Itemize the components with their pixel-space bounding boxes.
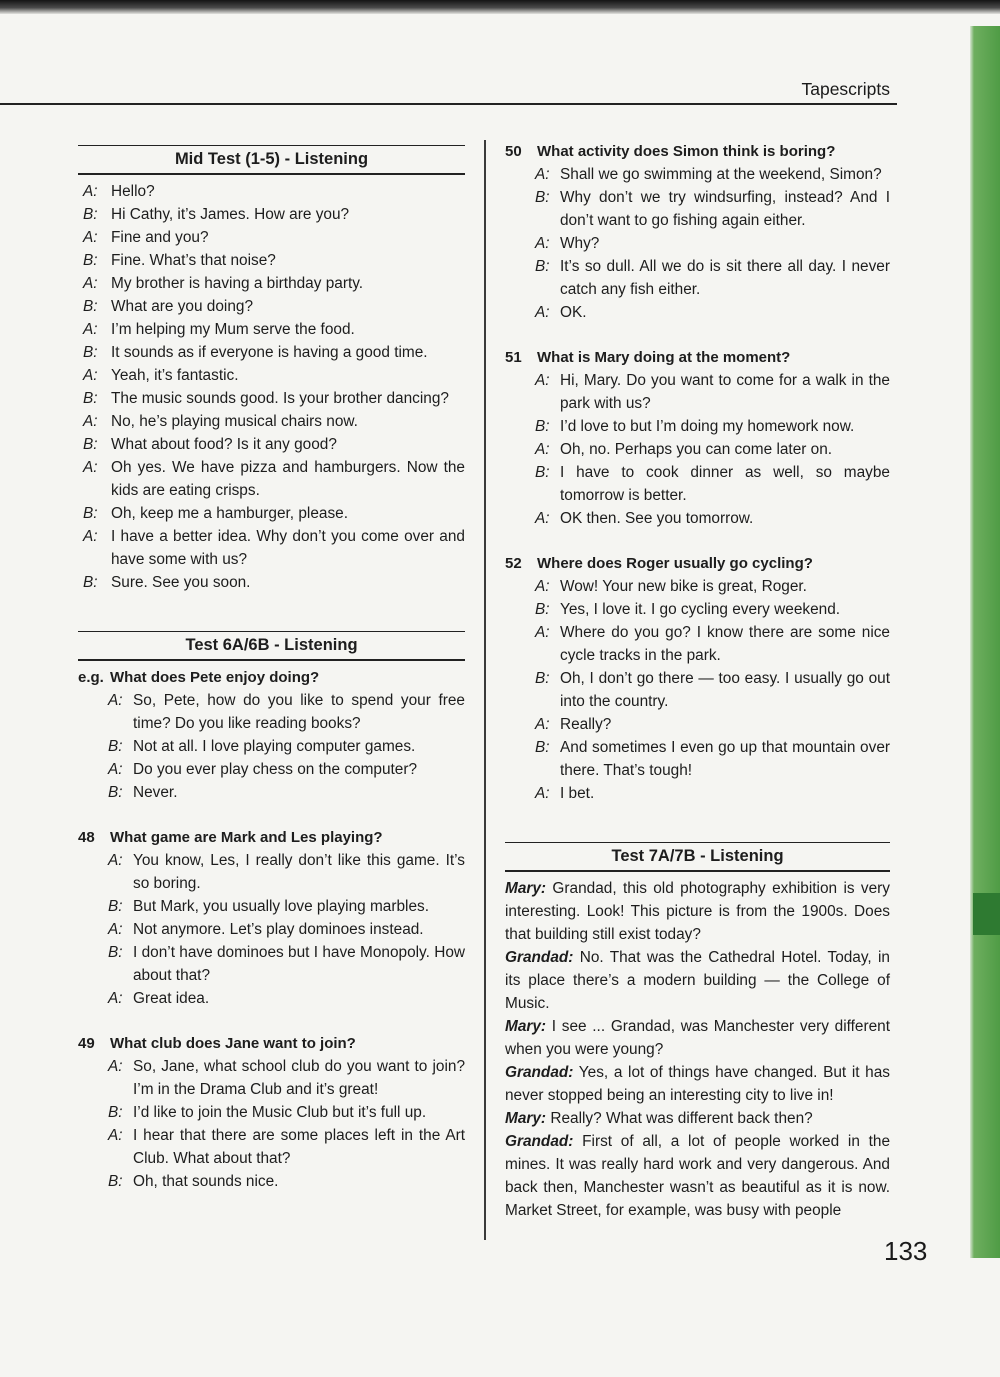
turn-text: I bet. xyxy=(560,785,595,802)
speaker-label: A: xyxy=(83,459,98,476)
turn-text: Fine. What’s that noise? xyxy=(111,252,276,269)
dialogue-turn xyxy=(78,180,465,203)
question-header xyxy=(505,140,890,163)
turn-text: Oh, no. Perhaps you can come later on. xyxy=(560,441,833,458)
speaker-label: B: xyxy=(83,298,98,315)
speaker-label: B: xyxy=(535,258,550,275)
speaker-label: A: xyxy=(108,852,123,869)
column-divider xyxy=(484,140,486,1240)
dialogue-turn xyxy=(505,415,890,438)
dialogue-turn xyxy=(505,621,890,667)
turn-text: Do you ever play chess on the computer? xyxy=(133,761,418,778)
question-number: 48 xyxy=(78,829,95,846)
speaker-label: A: xyxy=(83,367,98,384)
green-page-edge xyxy=(970,26,1000,1258)
turn-text: What are you doing? xyxy=(111,298,254,315)
paragraph-text: No. That was the Cathedral Hotel. Today, in its place there’s a modern building — the College of Music. xyxy=(505,949,890,1012)
turn-text: So, Jane, what school club do you want to join? I’m in the Drama Club and it’s great! xyxy=(133,1058,465,1098)
speaker-label: B: xyxy=(83,574,98,591)
narrative-paragraph xyxy=(505,946,890,1015)
speaker-label: B: xyxy=(535,739,550,756)
dialogue-turn xyxy=(78,1055,465,1101)
dialogue-turn xyxy=(78,410,465,433)
turn-text: The music sounds good. Is your brother dancing? xyxy=(111,390,449,407)
dialogue-turn xyxy=(505,575,890,598)
dialogue-turn xyxy=(78,895,465,918)
turn-text: My brother is having a birthday party. xyxy=(111,275,364,292)
speaker-name: Grandad: xyxy=(505,949,574,966)
question-block xyxy=(505,140,890,324)
dialogue-turn xyxy=(505,713,890,736)
paragraph-text: Yes, a lot of things have changed. But it has never stopped being an interesting city to live in! xyxy=(505,1064,891,1104)
speaker-label: A: xyxy=(535,441,550,458)
dialogue-turn xyxy=(505,782,890,805)
turn-text: OK. xyxy=(560,304,587,321)
question-number: 52 xyxy=(505,555,522,572)
speaker-label: A: xyxy=(535,785,550,802)
section-heading: Test 7A/7B - Listening xyxy=(505,842,890,872)
speaker-label: A: xyxy=(83,413,98,430)
speaker-label: B: xyxy=(83,206,98,223)
question-text: What club does Jane want to join? xyxy=(110,1035,356,1052)
turn-text: And sometimes I even go up that mountain over there. That’s tough! xyxy=(560,739,890,779)
scan-top-edge xyxy=(0,0,1000,14)
turn-text: OK then. See you tomorrow. xyxy=(560,510,754,527)
question-block xyxy=(505,552,890,805)
question-number: e.g. xyxy=(78,669,104,686)
turn-text: I’m helping my Mum serve the food. xyxy=(111,321,355,338)
speaker-label: B: xyxy=(108,784,123,801)
dialogue-turn xyxy=(78,364,465,387)
question-block xyxy=(78,1032,465,1193)
dialogue-turn xyxy=(505,598,890,621)
dialogue-turn xyxy=(78,1101,465,1124)
right-column xyxy=(505,140,890,1222)
page-number: 133 xyxy=(884,1236,928,1266)
question-header xyxy=(505,346,890,369)
header-rule xyxy=(0,103,897,105)
turn-text: Oh yes. We have pizza and hamburgers. Now the kids are eating crisps. xyxy=(111,459,465,499)
dialogue-turn xyxy=(505,667,890,713)
dialogue-turn xyxy=(78,689,465,735)
dialogue-turn xyxy=(505,186,890,232)
speaker-label: A: xyxy=(108,692,123,709)
turn-text: But Mark, you usually love playing marbles. xyxy=(133,898,429,915)
speaker-label: B: xyxy=(535,464,550,481)
dialogue-turn xyxy=(78,918,465,941)
turn-text: What about food? Is it any good? xyxy=(111,436,337,453)
turn-text: I’d love to but I’m doing my homework now. xyxy=(560,418,855,435)
question-text: What game are Mark and Les playing? xyxy=(110,829,383,846)
speaker-label: B: xyxy=(535,601,550,618)
turn-text: Really? xyxy=(560,716,612,733)
left-column xyxy=(78,145,465,1193)
speaker-label: A: xyxy=(535,304,550,321)
dialogue-turn xyxy=(78,295,465,318)
question-text: What is Mary doing at the moment? xyxy=(537,349,791,366)
question-text: What activity does Simon think is boring? xyxy=(537,143,836,160)
turn-text: Fine and you? xyxy=(111,229,209,246)
turn-text: I have to cook dinner as well, so maybe tomorrow is better. xyxy=(560,464,890,504)
turn-text: Wow! Your new bike is great, Roger. xyxy=(560,578,807,595)
question-block xyxy=(505,346,890,530)
dialogue-turn xyxy=(78,1170,465,1193)
dialogue-turn xyxy=(505,163,890,186)
speaker-name: Mary: xyxy=(505,880,547,897)
dialogue-turn xyxy=(505,255,890,301)
speaker-label: A: xyxy=(535,372,550,389)
dialogue-turn xyxy=(78,318,465,341)
turn-text: Oh, I don’t go there — too easy. I usually go out into the country. xyxy=(560,670,890,710)
turn-text: Not at all. I love playing computer games. xyxy=(133,738,416,755)
turn-text: Hi, Mary. Do you want to come for a walk in the park with us? xyxy=(560,372,890,412)
dialogue-turn xyxy=(78,758,465,781)
turn-text: Shall we go swimming at the weekend, Simon? xyxy=(560,166,882,183)
speaker-label: B: xyxy=(535,670,550,687)
paragraph-text: Grandad, this old photography exhibition is very interesting. Look! This picture is from the 1900s. Does that building still exist today? xyxy=(505,880,890,943)
narrative-paragraph xyxy=(505,877,890,946)
turn-text: Sure. See you soon. xyxy=(111,574,251,591)
speaker-label: A: xyxy=(108,1058,123,1075)
dialogue-turn xyxy=(78,502,465,525)
narrative-paragraph xyxy=(505,1015,890,1061)
narrative-paragraph xyxy=(505,1061,890,1107)
dialogue-turn xyxy=(78,525,465,571)
turn-text: It sounds as if everyone is having a good time. xyxy=(111,344,428,361)
question-number: 51 xyxy=(505,349,522,366)
speaker-label: B: xyxy=(535,418,550,435)
question-number: 49 xyxy=(78,1035,95,1052)
turn-text: So, Pete, how do you like to spend your free time? Do you like reading books? xyxy=(133,692,465,732)
question-header xyxy=(78,1032,465,1055)
speaker-label: B: xyxy=(83,344,98,361)
speaker-label: A: xyxy=(535,716,550,733)
dialogue-turn xyxy=(78,226,465,249)
question-block xyxy=(78,826,465,1010)
speaker-label: A: xyxy=(535,578,550,595)
dialogue-turn xyxy=(505,232,890,255)
section-heading: Mid Test (1-5) - Listening xyxy=(78,145,465,175)
speaker-label: B: xyxy=(108,944,123,961)
turn-text: Hello? xyxy=(111,183,155,200)
paragraph-text: I see ... Grandad, was Manchester very different when you were young? xyxy=(505,1018,890,1058)
turn-text: Why? xyxy=(560,235,600,252)
speaker-label: A: xyxy=(535,510,550,527)
question-number: 50 xyxy=(505,143,522,160)
turn-text: Yeah, it’s fantastic. xyxy=(111,367,239,384)
dialogue-turn xyxy=(78,433,465,456)
dialogue-turn xyxy=(78,387,465,410)
speaker-label: B: xyxy=(108,898,123,915)
dialogue-turn xyxy=(78,781,465,804)
speaker-label: B: xyxy=(535,189,550,206)
question-header xyxy=(78,826,465,849)
speaker-label: B: xyxy=(108,1104,123,1121)
dialogue-turn xyxy=(78,941,465,987)
narrative xyxy=(505,877,890,1222)
turn-text: Not anymore. Let’s play dominoes instead. xyxy=(133,921,424,938)
turn-text: I don’t have dominoes but I have Monopoly. How about that? xyxy=(133,944,465,984)
question-text: What does Pete enjoy doing? xyxy=(110,669,320,686)
turn-text: Yes, I love it. I go cycling every weekend. xyxy=(560,601,841,618)
green-edge-tab xyxy=(973,893,1000,935)
dialogue-turn xyxy=(505,301,890,324)
dialogue-turn xyxy=(78,203,465,226)
speaker-label: A: xyxy=(83,528,98,545)
dialogue-turn xyxy=(78,272,465,295)
turn-text: It’s so dull. All we do is sit there all day. I never catch any fish either. xyxy=(560,258,890,298)
speaker-label: A: xyxy=(108,1127,123,1144)
turn-text: Why don’t we try windsurfing, instead? And I don’t want to go fishing again either. xyxy=(560,189,890,229)
dialogue-turn xyxy=(505,461,890,507)
question-block xyxy=(78,666,465,804)
speaker-label: A: xyxy=(83,229,98,246)
speaker-label: A: xyxy=(108,990,123,1007)
question-header xyxy=(505,552,890,575)
dialogue-turn xyxy=(505,369,890,415)
speaker-name: Grandad: xyxy=(505,1064,574,1081)
dialogue-turn xyxy=(505,736,890,782)
section-heading: Test 6A/6B - Listening xyxy=(78,631,465,661)
dialogue-turn xyxy=(78,1124,465,1170)
narrative-paragraph xyxy=(505,1130,890,1222)
running-header-title: Tapescripts xyxy=(801,79,890,99)
speaker-label: A: xyxy=(83,321,98,338)
speaker-label: A: xyxy=(83,275,98,292)
dialogue-turn xyxy=(78,249,465,272)
speaker-name: Mary: xyxy=(505,1018,547,1035)
turn-text: Never. xyxy=(133,784,178,801)
speaker-name: Mary: xyxy=(505,1110,547,1127)
dialogue-turn xyxy=(505,507,890,530)
dialogue-turn xyxy=(78,987,465,1010)
speaker-label: A: xyxy=(108,921,123,938)
speaker-label: B: xyxy=(83,436,98,453)
question-text: Where does Roger usually go cycling? xyxy=(537,555,813,572)
dialogue-turn xyxy=(78,341,465,364)
speaker-label: B: xyxy=(83,505,98,522)
speaker-label: B: xyxy=(83,252,98,269)
paragraph-text: Really? What was different back then? xyxy=(550,1110,813,1127)
turn-text: Great idea. xyxy=(133,990,210,1007)
dialogue-turn xyxy=(505,438,890,461)
question-header xyxy=(78,666,465,689)
dialogue-turn xyxy=(78,849,465,895)
dialogue-turn xyxy=(78,456,465,502)
turn-text: Where do you go? I know there are some nice cycle tracks in the park. xyxy=(560,624,890,664)
turn-text: I have a better idea. Why don’t you come over and have some with us? xyxy=(111,528,465,568)
speaker-label: B: xyxy=(108,738,123,755)
speaker-label: B: xyxy=(108,1173,123,1190)
turn-text: I hear that there are some places left in the Art Club. What about that? xyxy=(133,1127,465,1167)
turn-text: You know, Les, I really don’t like this game. It’s so boring. xyxy=(133,852,465,892)
speaker-name: Grandad: xyxy=(505,1133,574,1150)
dialogue xyxy=(78,180,465,594)
speaker-label: A: xyxy=(108,761,123,778)
turn-text: Oh, that sounds nice. xyxy=(133,1173,279,1190)
speaker-label: A: xyxy=(83,183,98,200)
speaker-label: A: xyxy=(535,166,550,183)
dialogue-turn xyxy=(78,735,465,758)
turn-text: No, he’s playing musical chairs now. xyxy=(111,413,358,430)
narrative-paragraph xyxy=(505,1107,890,1130)
speaker-label: B: xyxy=(83,390,98,407)
paragraph-text: First of all, a lot of people worked in the mines. It was really hard work and very dangerous. And back then, Manchester wasn’t as beautiful as it is now. Market Street, for example, was busy with people xyxy=(505,1133,890,1219)
speaker-label: A: xyxy=(535,624,550,641)
dialogue-turn xyxy=(78,571,465,594)
speaker-label: A: xyxy=(535,235,550,252)
turn-text: Oh, keep me a hamburger, please. xyxy=(111,505,348,522)
turn-text: Hi Cathy, it’s James. How are you? xyxy=(111,206,350,223)
turn-text: I’d like to join the Music Club but it’s full up. xyxy=(133,1104,427,1121)
